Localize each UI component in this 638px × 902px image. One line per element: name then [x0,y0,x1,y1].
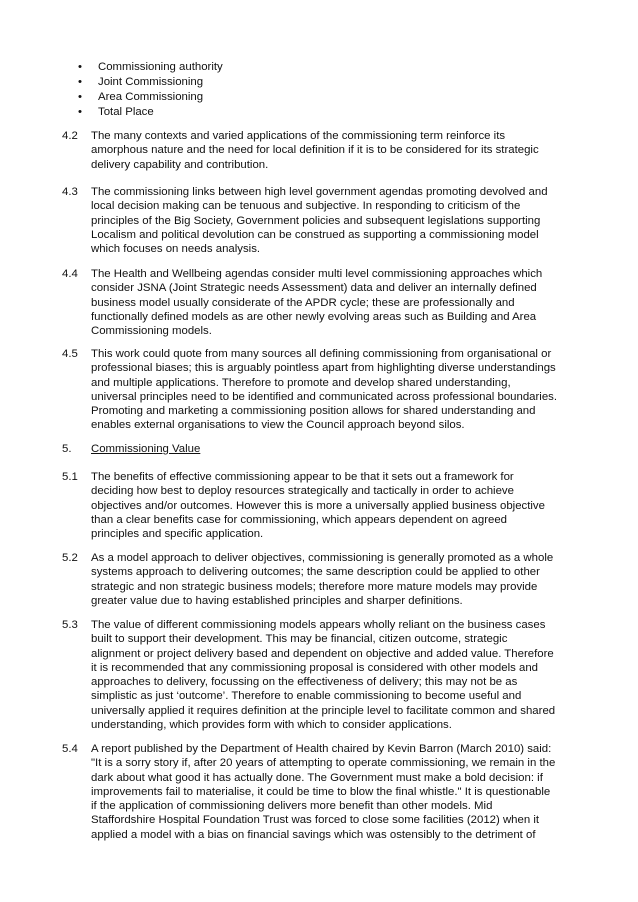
paragraph-number: 4.2 [62,130,78,142]
paragraph-text: A report published by the Department of Health chaired by Kevin Barron (March 2010) said: "It is a sorry story if, after 20 years of attempting to operate commissioning, we remain in the dark about what good it has actually done. The Government must make a bold decision: if improvements fail to materialise, it could be time to blow the final whistle." It is questionable if the application of commissioning delivers more benefit than other models. Mid Staffordshire Hospital Foundation Trust was forced to close some facilities (2012) when it applied a model with a bias on financial savings which was ostensibly to the detriment of [91,743,556,841]
bullet-list [78,60,558,120]
paragraph-5-3 [62,618,576,732]
paragraph-text: The commissioning links between high level government agendas promoting devolved and local decision making can be tenuous and subjective. In responding to criticism of the principles of the Big Society, Government policies and subsequent legislations supporting Localism and political devolution can be construed as supporting a commissioning model which focuses on needs analysis. [91,186,548,256]
section-number: 5. [62,443,72,455]
paragraph-4-4 [62,267,576,338]
paragraph-text: The benefits of effective commissioning appear to be that it sets out a framework for deciding how best to deploy resources strategically and tactically in order to achieve objectives and/or outcomes. However this is more a universally applied business objective than a clear benefits case for commissioning, which appears dependent on agreed principles and specific application. [91,471,545,541]
list-item: • Area Commissioning [78,90,558,105]
paragraph-number: 4.4 [62,268,78,280]
paragraph-number: 5.1 [62,471,78,483]
paragraph-number: 5.3 [62,619,78,631]
paragraph-4-5 [62,347,576,433]
paragraph-4-3 [62,185,576,256]
paragraph-text: The many contexts and varied applications of the commissioning term reinforce its amorphous nature and the need for local definition if it is to be considered for its strategic delivery capability and contribution. [91,130,539,171]
paragraph-text: This work could quote from many sources all defining commissioning from organisational or professional biases; this is arguably pointless apart from highlighting diverse understandings and multiple applications. Therefore to promote and develop shared understanding, universal principles need to be identified and communicated across professional boundaries. Promoting and marketing a commissioning position allows for shared understanding and enables external organisations to view the Council approach beyond silos. [91,348,558,432]
paragraph-5-2 [62,551,576,608]
section-title: Commissioning Value [91,443,201,455]
paragraph-5-4 [62,742,576,842]
list-item: • Total Place [78,105,558,120]
paragraph-number: 4.3 [62,186,78,198]
section-heading [62,442,576,456]
paragraph-text: The value of different commissioning models appears wholly reliant on the business cases built to support their development. This may be financial, citizen outcome, strategic alignment or project delivery based and dependent on objective and added value. Therefore it is recommended that any commissioning proposal is considered with other models and approaches to delivery, focussing on the effectiveness of delivery; this may not be as simplistic as just ‘outcome’. Therefore to enable commissioning to become useful and universally applied it requires definition at the principle level to facilitate common and shared understanding, which provides form with which to consider applications. [91,619,556,732]
list-item: • Joint Commissioning [78,75,558,90]
paragraph-text: The Health and Wellbeing agendas consider multi level commissioning approaches which consider JSNA (Joint Strategic needs Assessment) data and deliver an internally defined business model usually considerate of the APDR cycle; these are professionally and functionally defined models as are other newly evolving areas such as Building and Area Commissioning models. [91,268,543,338]
paragraph-number: 5.4 [62,743,78,755]
paragraph-5-1 [62,470,576,541]
list-item: • Commissioning authority [78,60,558,75]
paragraph-number: 4.5 [62,348,78,360]
paragraph-number: 5.2 [62,552,78,564]
paragraph-text: As a model approach to deliver objectives, commissioning is generally promoted as a whole systems approach to delivering outcomes; the same description could be applied to other strategic and non strategic business models; therefore more mature models may provide greater value due to having established principles and sharper definitions. [91,552,554,607]
paragraph-4-2 [62,129,576,172]
